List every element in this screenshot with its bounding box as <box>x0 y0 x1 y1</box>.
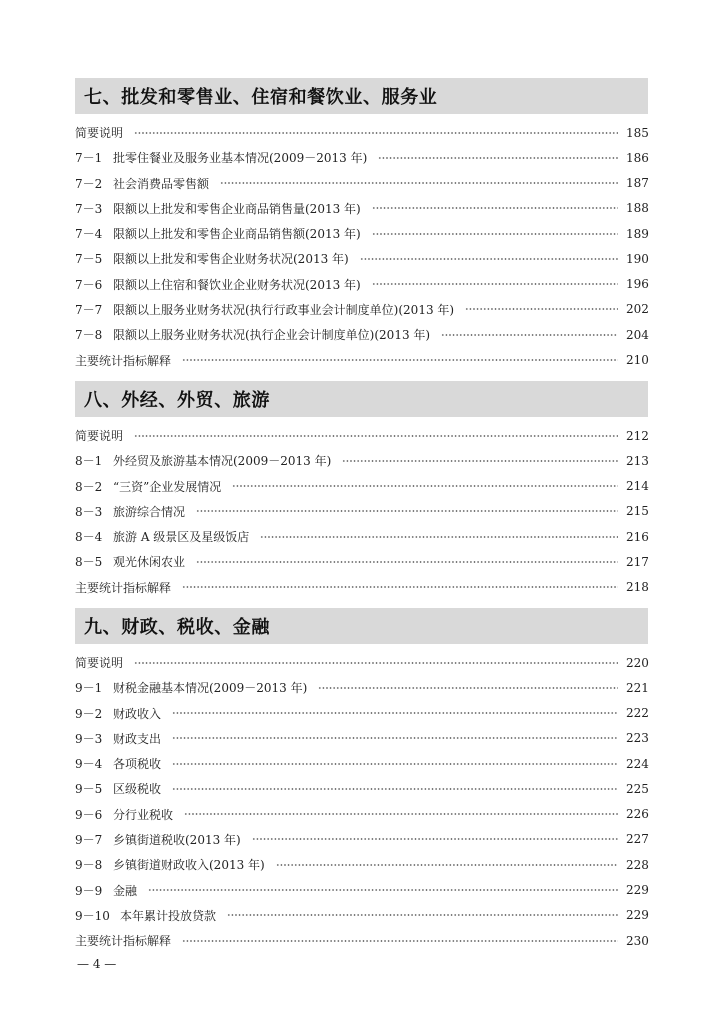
toc-entry <box>75 776 648 801</box>
page-number: 228 <box>626 857 649 872</box>
entry-title: 各项税收 <box>113 757 162 772</box>
dot-leader <box>342 459 618 463</box>
toc-entry <box>75 852 648 877</box>
section-heading: 七、批发和零售业、住宿和餐饮业、服务业 <box>75 78 648 114</box>
page-number: 188 <box>626 201 649 216</box>
toc-entry <box>75 322 648 347</box>
entry-title: “三资”企业发展情况 <box>113 479 222 494</box>
toc-list <box>75 650 648 953</box>
toc-entry <box>75 272 648 297</box>
toc-entry <box>75 524 648 549</box>
page-number: 210 <box>626 353 649 368</box>
entry-number: 7－3 <box>75 201 103 216</box>
entry-title: 限额以上服务业财务状况(执行行政事业会计制度单位)(2013 年) <box>113 302 455 317</box>
entry-title: 限额以上住宿和餐饮业企业财务状况(2013 年) <box>113 277 361 292</box>
dot-leader <box>372 232 618 236</box>
toc-list <box>75 423 648 600</box>
entry-title: 乡镇街道税收(2013 年) <box>113 832 241 847</box>
toc-entry <box>75 120 648 145</box>
entry-number: 8－3 <box>75 504 103 519</box>
toc-entry <box>75 448 648 473</box>
toc-entry <box>75 650 648 675</box>
toc-section <box>75 381 648 600</box>
entry-title: 分行业税收 <box>113 807 174 822</box>
dot-leader <box>372 282 618 286</box>
page-number: 229 <box>626 908 649 923</box>
page-number: 190 <box>626 251 649 266</box>
dot-leader <box>372 206 618 210</box>
dot-leader <box>172 711 618 715</box>
entry-title: 主要统计指标解释 <box>75 580 172 595</box>
dot-leader <box>134 434 618 438</box>
entry-number: 9－2 <box>75 706 103 721</box>
dot-leader <box>441 333 618 337</box>
entry-number: 9－4 <box>75 757 103 772</box>
toc-entry <box>75 903 648 928</box>
entry-title: 限额以上服务业财务状况(执行企业会计制度单位)(2013 年) <box>113 328 431 343</box>
entry-title: 简要说明 <box>75 656 124 671</box>
entry-title: 主要统计指标解释 <box>75 353 172 368</box>
entry-number: 7－6 <box>75 277 103 292</box>
entry-number: 9－1 <box>75 681 103 696</box>
page-number: 215 <box>626 504 649 519</box>
page-number: 189 <box>626 226 649 241</box>
toc-entry <box>75 474 648 499</box>
dot-leader <box>196 509 618 513</box>
entry-number: 9－9 <box>75 883 103 898</box>
entry-title: 简要说明 <box>75 429 124 444</box>
toc-entry <box>75 423 648 448</box>
page-number: 229 <box>626 883 649 898</box>
entry-title: 限额以上批发和零售企业财务状况(2013 年) <box>113 252 349 267</box>
dot-leader <box>172 787 618 791</box>
page-number: 225 <box>626 781 649 796</box>
entry-title: 社会消费品零售额 <box>113 176 210 191</box>
toc-entry <box>75 701 648 726</box>
page-number: 218 <box>626 580 649 595</box>
entry-title: 区级税收 <box>113 782 162 797</box>
entry-title: 本年累计投放贷款 <box>120 908 217 923</box>
page-number: 230 <box>626 933 649 948</box>
dot-leader <box>196 560 618 564</box>
entry-number: 7－7 <box>75 302 103 317</box>
toc-section <box>75 78 648 373</box>
dot-leader <box>134 131 618 135</box>
entry-title: 简要说明 <box>75 126 124 141</box>
page-number: 202 <box>626 302 649 317</box>
entry-title: 外经贸及旅游基本情况(2009－2013 年) <box>113 454 332 469</box>
toc-entry <box>75 145 648 170</box>
page-number: 227 <box>626 832 649 847</box>
toc-entry <box>75 246 648 271</box>
page-number: 220 <box>626 655 649 670</box>
page-number: 185 <box>626 125 649 140</box>
page-number: 222 <box>626 706 649 721</box>
entry-number: 9－5 <box>75 782 103 797</box>
toc-entry <box>75 171 648 196</box>
entry-title: 财政收入 <box>113 706 162 721</box>
dot-leader <box>184 812 618 816</box>
toc-entry <box>75 221 648 246</box>
dot-leader <box>172 762 618 766</box>
entry-title: 旅游综合情况 <box>113 504 186 519</box>
dot-leader <box>220 181 618 185</box>
entry-title: 金融 <box>113 883 138 898</box>
entry-title: 主要统计指标解释 <box>75 934 172 949</box>
toc-entry <box>75 827 648 852</box>
entry-number: 9－10 <box>75 908 110 923</box>
page-number: 217 <box>626 554 649 569</box>
page-number: 221 <box>626 680 649 695</box>
entry-number: 9－3 <box>75 731 103 746</box>
entry-title: 批零住餐业及服务业基本情况(2009－2013 年) <box>113 151 368 166</box>
dot-leader <box>232 484 618 488</box>
toc-entry <box>75 675 648 700</box>
dot-leader <box>360 257 618 261</box>
page-number: 224 <box>626 756 649 771</box>
page-number: 216 <box>626 529 649 544</box>
page-number: 214 <box>626 479 649 494</box>
page-number: 196 <box>626 277 649 292</box>
dot-leader <box>252 837 618 841</box>
dot-leader <box>227 913 618 917</box>
toc-entry <box>75 347 648 372</box>
dot-leader <box>378 156 618 160</box>
toc-entry <box>75 549 648 574</box>
section-heading: 九、财政、税收、金融 <box>75 608 648 644</box>
toc-entry <box>75 297 648 322</box>
page-number: 204 <box>626 327 649 342</box>
entry-number: 9－6 <box>75 807 103 822</box>
toc-entry <box>75 726 648 751</box>
entry-number: 7－4 <box>75 227 103 242</box>
entry-number: 8－1 <box>75 454 103 469</box>
section-heading: 八、外经、外贸、旅游 <box>75 381 648 417</box>
entry-number: 7－8 <box>75 328 103 343</box>
entry-number: 8－4 <box>75 530 103 545</box>
dot-leader <box>182 585 618 589</box>
page-number: 223 <box>626 731 649 746</box>
dot-leader <box>465 307 618 311</box>
entry-title: 财税金融基本情况(2009－2013 年) <box>113 681 308 696</box>
dot-leader <box>148 888 618 892</box>
entry-title: 限额以上批发和零售企业商品销售量(2013 年) <box>113 201 361 216</box>
toc-section <box>75 608 648 953</box>
entry-number: 7－2 <box>75 176 103 191</box>
dot-leader <box>134 661 618 665</box>
entry-number: 7－1 <box>75 151 103 166</box>
page-number: 186 <box>626 150 649 165</box>
page-footer-number: — 4 — <box>77 957 117 971</box>
entry-number: 7－5 <box>75 252 103 267</box>
entry-number: 8－2 <box>75 479 103 494</box>
entry-title: 观光休闲农业 <box>113 555 186 570</box>
dot-leader <box>260 535 618 539</box>
toc-entry <box>75 928 648 953</box>
toc-entry <box>75 877 648 902</box>
toc-list <box>75 120 648 373</box>
entry-number: 9－7 <box>75 832 103 847</box>
toc-entry <box>75 751 648 776</box>
entry-title: 乡镇街道财政收入(2013 年) <box>113 858 265 873</box>
dot-leader <box>276 863 618 867</box>
page-number: 213 <box>626 453 649 468</box>
page-number: 187 <box>626 176 649 191</box>
page-number: 226 <box>626 807 649 822</box>
entry-title: 旅游 A 级景区及星级饭店 <box>113 530 250 545</box>
entry-number: 8－5 <box>75 555 103 570</box>
toc-entry <box>75 196 648 221</box>
dot-leader <box>182 358 618 362</box>
dot-leader <box>182 939 618 943</box>
toc-entry <box>75 575 648 600</box>
toc-entry <box>75 499 648 524</box>
toc-entry <box>75 802 648 827</box>
dot-leader <box>318 686 618 690</box>
entry-number: 9－8 <box>75 858 103 873</box>
dot-leader <box>172 736 618 740</box>
entry-title: 限额以上批发和零售企业商品销售额(2013 年) <box>113 227 361 242</box>
page-number: 212 <box>626 428 649 443</box>
entry-title: 财政支出 <box>113 731 162 746</box>
